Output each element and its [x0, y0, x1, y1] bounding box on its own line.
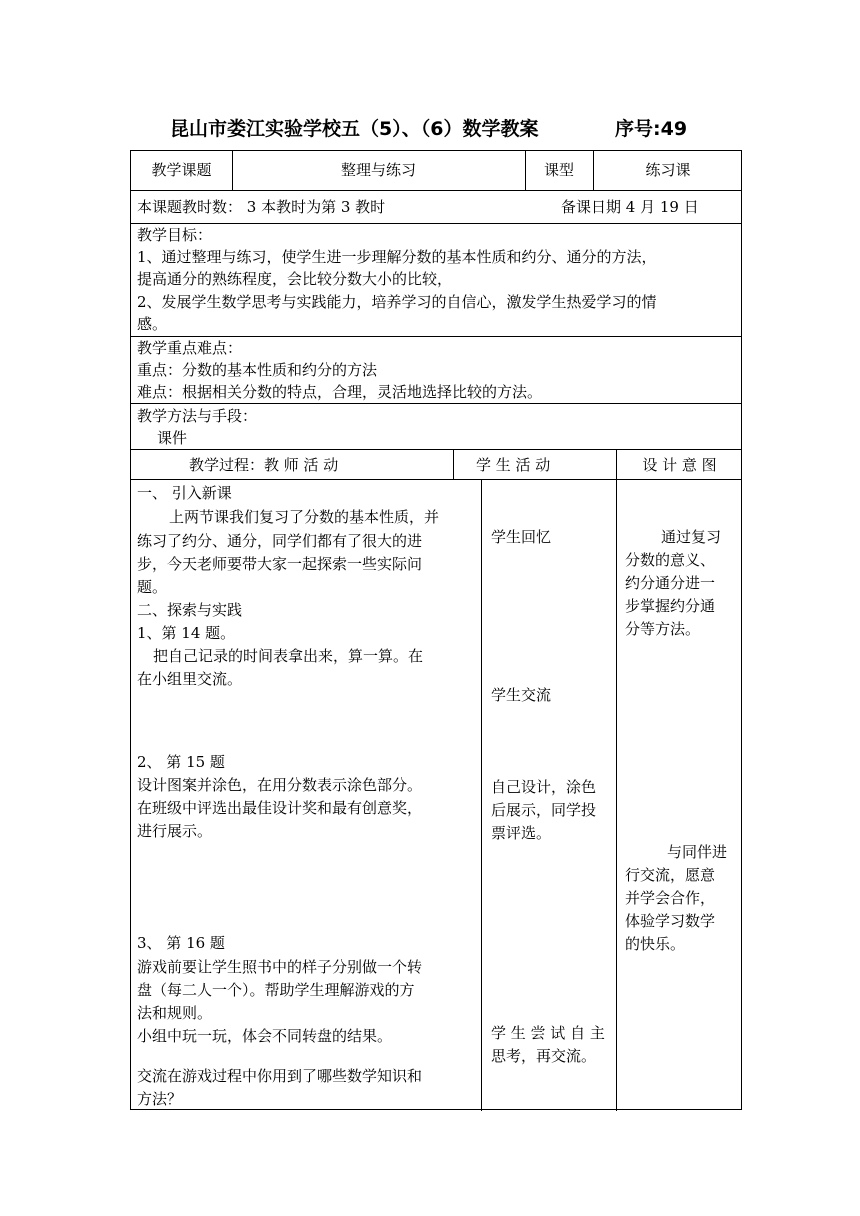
design-intent-header: 设 计 意 图: [642, 456, 717, 474]
page-title: 昆山市娄江实验学校五（5）、（6）数学教案: [170, 118, 539, 140]
teacher-text: 题。: [137, 578, 168, 596]
objective-line: 提高通分的熟练程度，会比较分数大小的比较，: [137, 270, 453, 288]
design-text: 行交流，愿意: [625, 866, 716, 884]
col-divider: [616, 479, 617, 1111]
student-text: 后展示，同学投: [491, 801, 597, 819]
design-text: 分数的意义、: [625, 551, 716, 569]
teacher-text: 把自己记录的时间表拿出来，算一算。在: [153, 647, 424, 665]
lesson-plan-table: [130, 150, 742, 1110]
design-text: 的快乐。: [625, 935, 686, 953]
topic-value: 整理与练习: [340, 161, 416, 179]
serial-number: 序号:49: [615, 118, 688, 140]
teacher-text: 交流在游戏过程中你用到了哪些数学知识和: [137, 1067, 423, 1085]
row-divider: [131, 449, 741, 450]
row-divider: [131, 190, 741, 191]
question-title: 3、 第 16 题: [137, 934, 225, 952]
lesson-hours: 本课题教时数： 3 本教时为第 3 教时: [137, 198, 386, 216]
col-divider: [481, 479, 482, 1111]
design-text: 并学会合作，: [625, 889, 716, 907]
teacher-text: 上两节课我们复习了分数的基本性质，并: [169, 508, 440, 526]
teacher-text: 法和规则。: [137, 1004, 213, 1022]
prep-date: 备课日期 4 月 19 日: [561, 198, 699, 216]
difficulty-point: 难点：根据相关分数的特点，合理，灵活地选择比较的方法。: [137, 383, 543, 401]
design-text: 与同伴进: [667, 843, 728, 861]
student-text: 票评选。: [491, 824, 552, 842]
teacher-text: 小组中玩一玩，体会不同转盘的结果。: [137, 1027, 393, 1045]
design-text: 通过复习: [661, 528, 722, 546]
key-point: 重点：分数的基本性质和约分的方法: [137, 361, 378, 379]
type-value: 练习课: [645, 161, 691, 179]
design-text: 步掌握约分通: [625, 597, 716, 615]
row-divider: [131, 223, 741, 224]
topic-label: 教学课题: [151, 161, 212, 179]
keypoints-heading: 教学重点难点：: [137, 339, 243, 357]
methods-heading: 教学方法与手段：: [137, 407, 258, 425]
row-divider: [131, 479, 741, 480]
objectives-heading: 教学目标：: [137, 226, 213, 244]
teacher-text: 步，今天老师要带大家一起探索一些实际问: [137, 555, 423, 573]
student-text: 学 生 尝 试 自 主: [491, 1024, 605, 1042]
objective-line: 感。: [137, 315, 168, 333]
document-title-bar: [130, 112, 742, 146]
student-text: 思考，再交流。: [491, 1047, 597, 1065]
section-title: 一、 引入新课: [137, 484, 232, 502]
teacher-text: 方法？: [137, 1090, 183, 1108]
section-title: 二、探索与实践: [137, 601, 243, 619]
question-title: 1、第 14 题。: [137, 624, 236, 642]
methods-value: 课件: [157, 429, 188, 447]
teacher-text: 进行展示。: [137, 822, 213, 840]
student-text: 学生回忆: [491, 528, 552, 546]
teacher-text: 练习了约分、通分，同学们都有了很大的进: [137, 532, 423, 550]
student-text: 自己设计，涂色: [491, 778, 597, 796]
design-text: 分等方法。: [625, 620, 701, 638]
teacher-activity-header: 教学过程：教 师 活 动: [189, 456, 339, 474]
type-label: 课型: [543, 161, 574, 179]
design-text: 体验学习数学: [625, 912, 716, 930]
student-text: 学生交流: [491, 686, 552, 704]
design-text: 约分通分进一: [625, 574, 716, 592]
teacher-text: 盘（每二人一个）。帮助学生理解游戏的方: [137, 981, 415, 999]
student-activity-header: 学 生 活 动: [476, 456, 551, 474]
row-divider: [131, 403, 741, 404]
teacher-text: 在小组里交流。: [137, 670, 243, 688]
teacher-text: 游戏前要让学生照书中的样子分别做一个转: [137, 958, 423, 976]
objective-line: 1、通过整理与练习，使学生进一步理解分数的基本性质和约分、通分的方法，: [137, 248, 657, 266]
col-divider: [453, 449, 454, 479]
question-title: 2、 第 15 题: [137, 753, 225, 771]
teacher-text: 设计图案并涂色，在用分数表示涂色部分。: [137, 776, 423, 794]
objective-line: 2、发展学生数学思考与实践能力，培养学习的自信心，激发学生热爱学习的情: [137, 293, 657, 311]
teacher-text: 在班级中评选出最佳设计奖和最有创意奖，: [137, 799, 423, 817]
